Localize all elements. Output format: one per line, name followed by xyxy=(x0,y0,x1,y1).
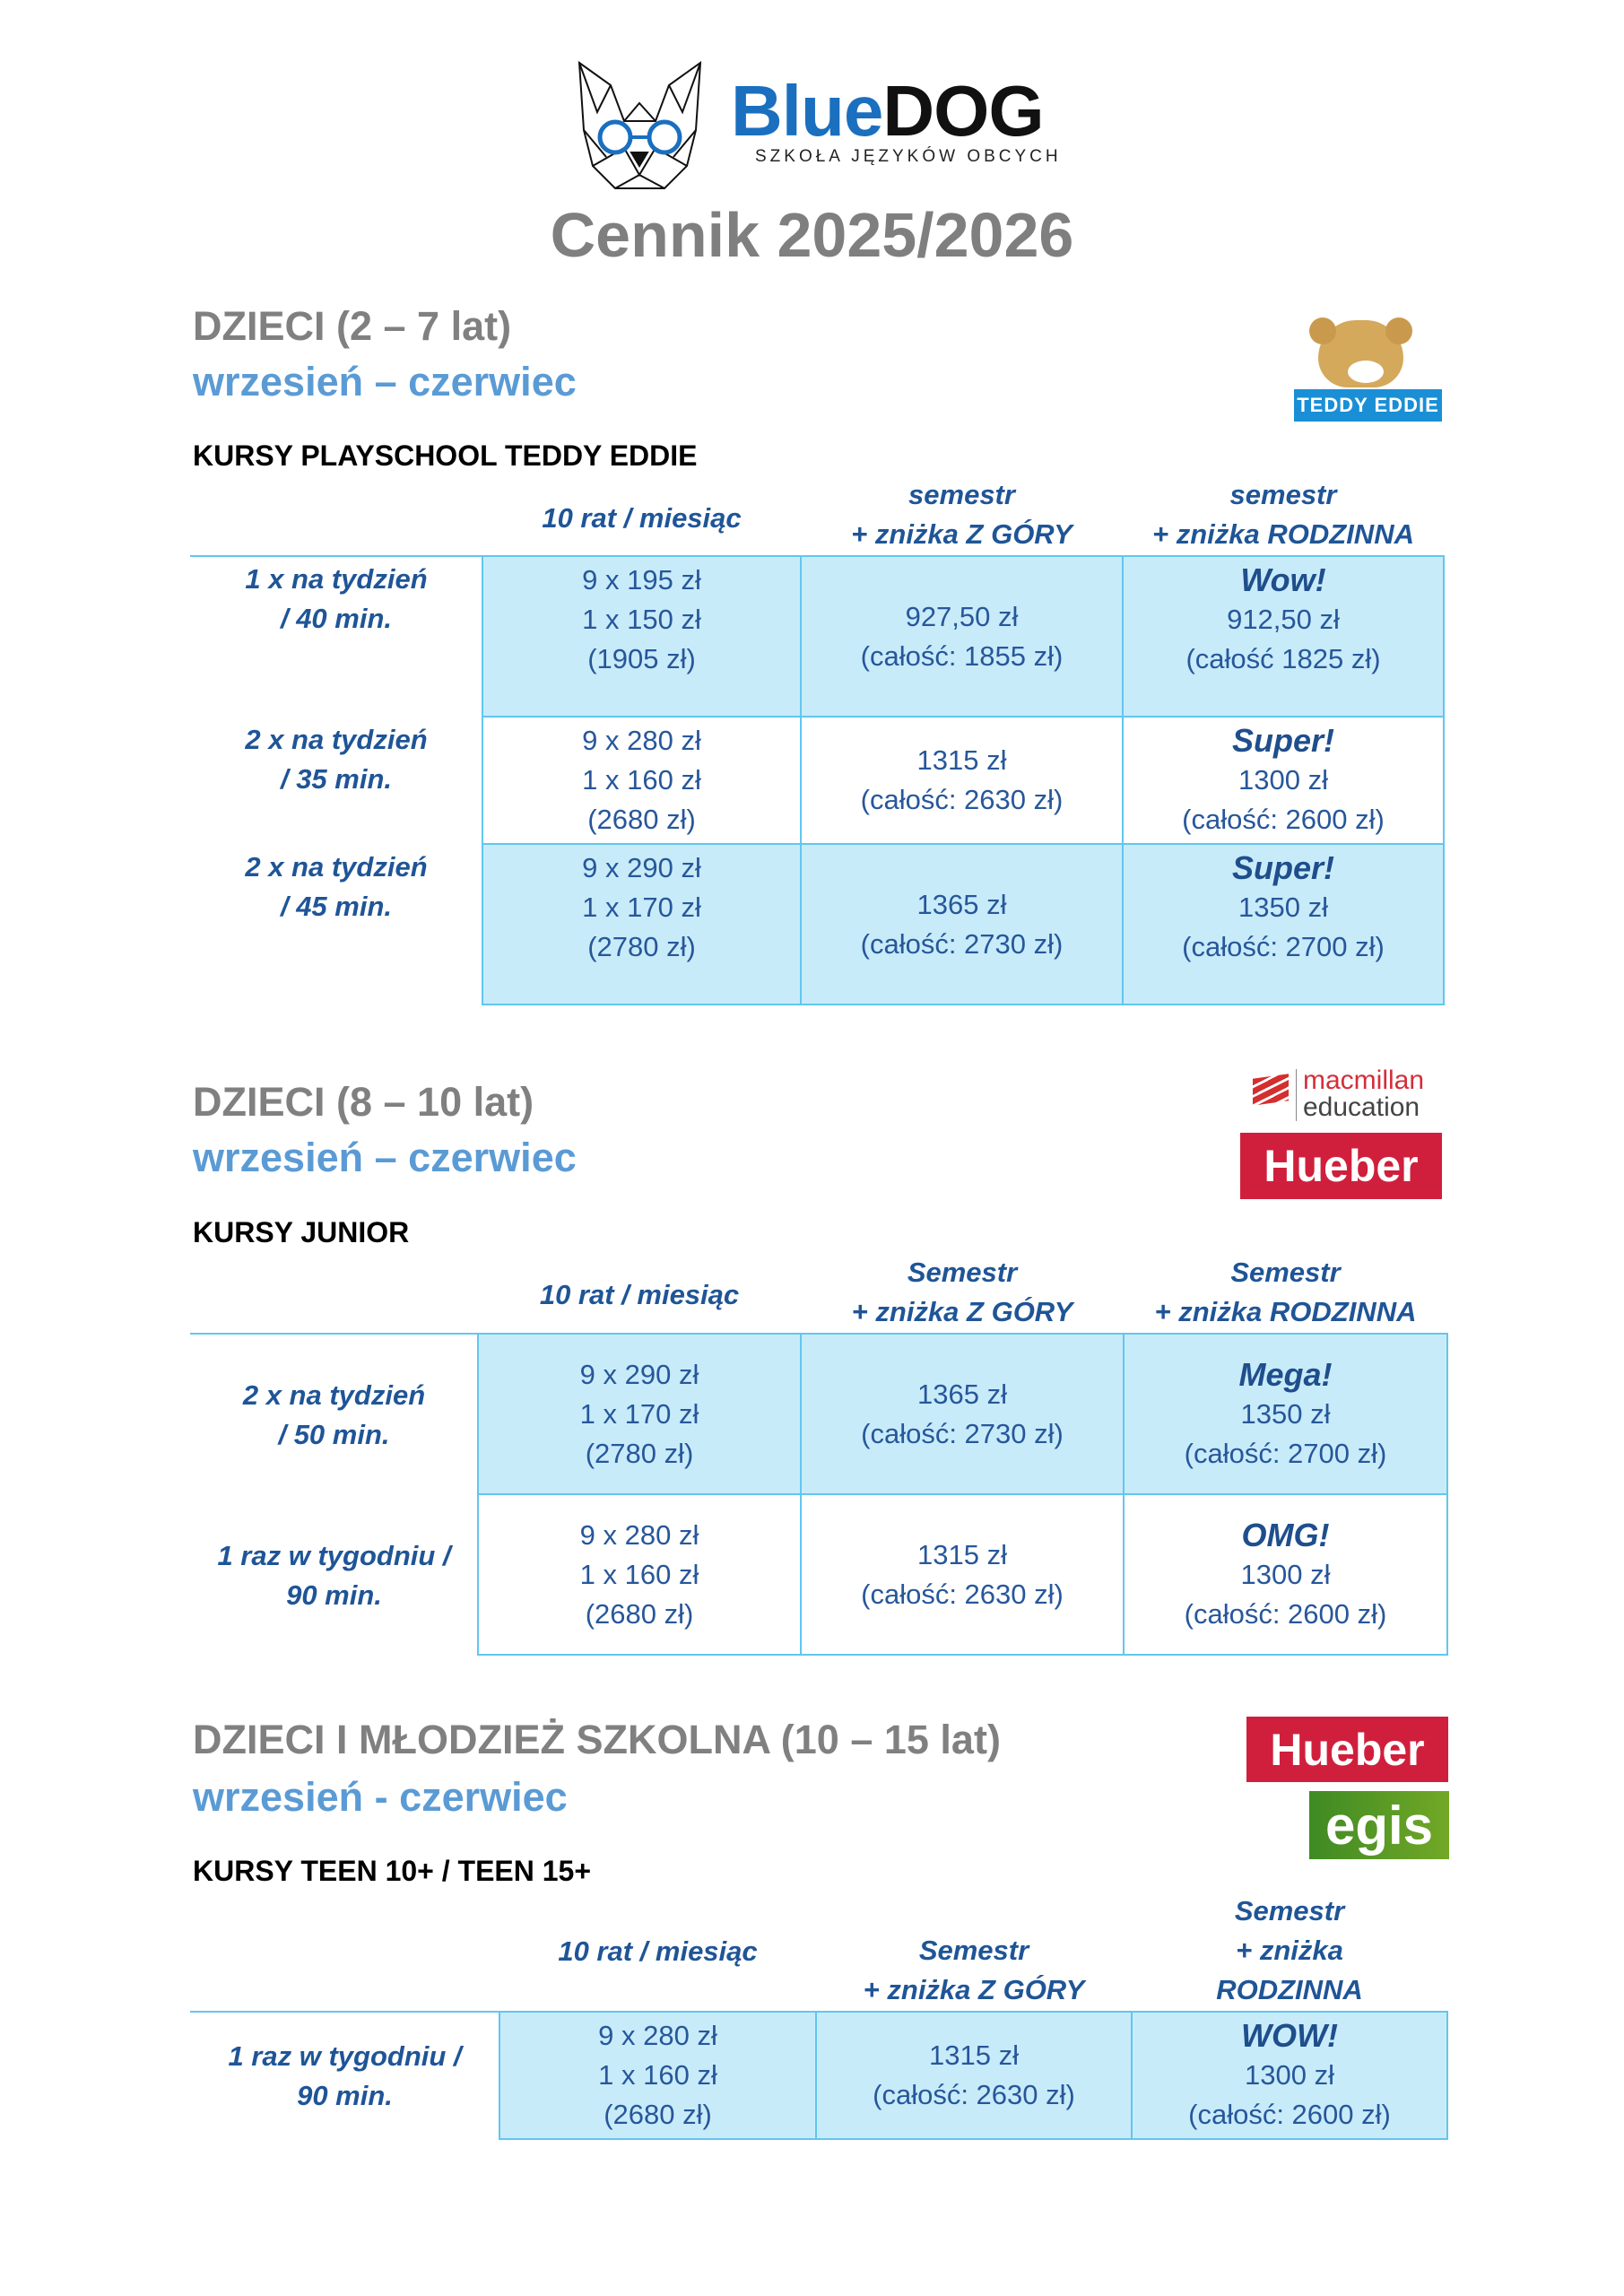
cell-line: 2 x na tydzień xyxy=(245,724,428,755)
discount-badge: Super! xyxy=(1231,849,1334,886)
hueber-logo: Hueber xyxy=(1240,1133,1442,1199)
semester-upfront-cell xyxy=(800,555,1124,718)
brand-name xyxy=(731,70,1044,152)
brand-name-dog: DOG xyxy=(882,71,1044,151)
cell-line: Semestr xyxy=(918,1935,1029,1966)
column-header xyxy=(478,1257,801,1334)
cell-line: (1905 zł) xyxy=(587,643,696,674)
cell-line: 9 x 290 zł xyxy=(582,852,701,883)
cell-line: 1315 zł xyxy=(917,1538,1007,1570)
cell-line: / 40 min. xyxy=(280,603,393,634)
section-2-period: wrzesień – czerwiec xyxy=(193,1135,577,1180)
cell-line: (całość: 2700 zł) xyxy=(1184,1437,1387,1469)
discount-badge: Wow! xyxy=(1240,561,1326,598)
cell-line: 90 min. xyxy=(286,1578,382,1611)
cell-line: 1300 zł xyxy=(1240,1558,1331,1590)
section-2-heading: DZIECI (8 – 10 lat) xyxy=(193,1079,534,1125)
brand-name-blue: Blue xyxy=(731,71,883,151)
column-header xyxy=(801,479,1123,556)
cell-line: 1 raz w tygodniu / xyxy=(228,2040,462,2072)
cell-line: (całość: 2630 zł) xyxy=(861,1578,1064,1610)
teddy-bear-ear-icon xyxy=(1309,317,1336,344)
cell-line: 1365 zł xyxy=(917,1378,1007,1410)
cell-line: 9 x 195 zł xyxy=(582,564,701,596)
cell-line: 1 x 160 zł xyxy=(582,764,701,796)
cell-line: + zniżka xyxy=(1236,1935,1343,1966)
cell-line: 1350 zł xyxy=(1238,891,1328,923)
discount-badge: Mega! xyxy=(1238,1355,1333,1393)
monthly-installments-cell xyxy=(482,843,802,1005)
semester-family-cell xyxy=(1131,2011,1448,2140)
cell-line: (2780 zł) xyxy=(587,931,696,962)
column-header xyxy=(482,483,801,556)
semester-family-cell xyxy=(1123,1333,1448,1495)
cell-line: 1300 zł xyxy=(1238,764,1328,796)
cell-line: 1 x 170 zł xyxy=(582,891,701,923)
semester-family-cell xyxy=(1122,555,1445,718)
cell-line: (całość: 1855 zł) xyxy=(860,639,1064,672)
cell-line: 1 x 170 zł xyxy=(579,1397,699,1430)
section-1-heading: DZIECI (2 – 7 lat) xyxy=(193,303,512,349)
cell-line: (2680 zł) xyxy=(604,2099,712,2130)
column-header xyxy=(1123,479,1444,556)
cell-line: 1 x 160 zł xyxy=(579,1558,699,1590)
brand-tagline: SZKOŁA JĘZYKÓW OBCYCH xyxy=(755,147,1062,166)
semester-family-cell xyxy=(1123,1493,1448,1656)
cell-line: / 35 min. xyxy=(280,763,393,795)
cell-line: 1350 zł xyxy=(1240,1397,1331,1430)
cell-line: 2 x na tydzień xyxy=(245,851,428,883)
monthly-installments-cell xyxy=(482,555,802,718)
cell-line: 912,50 zł xyxy=(1227,604,1340,635)
section-2-course: KURSY JUNIOR xyxy=(193,1216,410,1248)
column-header xyxy=(1124,1257,1447,1334)
cell-line: 1365 zł xyxy=(916,888,1007,920)
cell-line: Semestr xyxy=(1234,1895,1345,1926)
cell-line: (całość: 2630 zł) xyxy=(873,2079,1075,2110)
macmillan-logo xyxy=(1251,1067,1444,1123)
egis-logo: egis xyxy=(1309,1791,1449,1859)
cell-line: 10 rat / miesiąc xyxy=(558,1935,758,1967)
cell-line: + zniżka RODZINNA xyxy=(1154,1296,1417,1327)
cell-line: 1300 zł xyxy=(1245,2059,1334,2091)
column-header xyxy=(499,1893,816,2012)
discount-badge: WOW! xyxy=(1241,2017,1338,2054)
cell-line: + zniżka Z GÓRY xyxy=(851,1296,1073,1327)
cell-line: 927,50 zł xyxy=(905,600,1019,632)
cell-line: (2680 zł) xyxy=(587,804,696,835)
cell-line: 9 x 280 zł xyxy=(582,725,701,756)
teddy-eddie-logo xyxy=(1269,307,1462,428)
monthly-installments-cell xyxy=(482,716,802,845)
cell-line: 1 raz w tygodniu / xyxy=(217,1539,451,1571)
cell-line: 10 rat / miesiąc xyxy=(542,502,742,534)
cell-line: 9 x 280 zł xyxy=(579,1518,699,1551)
monthly-installments-cell xyxy=(477,1333,802,1495)
semester-upfront-cell xyxy=(815,2011,1133,2140)
cell-line: 2 x na tydzień xyxy=(242,1378,426,1411)
semester-upfront-cell xyxy=(800,716,1124,845)
cell-line: (całość: 2730 zł) xyxy=(861,1417,1064,1449)
cell-line: Semestr xyxy=(1230,1257,1341,1288)
column-header xyxy=(1132,1893,1447,2012)
cell-line: (całość: 2700 zł) xyxy=(1182,931,1385,962)
macmillan-divider xyxy=(1296,1069,1297,1121)
section-3-period: wrzesień - czerwiec xyxy=(193,1774,568,1820)
cell-line: 9 x 280 zł xyxy=(598,2020,717,2051)
cell-line: (całość 1825 zł) xyxy=(1185,643,1381,674)
cell-line: semestr xyxy=(908,479,1015,510)
monthly-installments-cell xyxy=(477,1493,802,1656)
cell-line: (2680 zł) xyxy=(585,1597,694,1630)
semester-upfront-cell xyxy=(800,1333,1125,1495)
cell-line: 1 x na tydzień xyxy=(245,563,428,595)
cell-line: (całość: 2600 zł) xyxy=(1184,1597,1387,1630)
row-label xyxy=(190,844,482,1006)
hueber-logo: Hueber xyxy=(1246,1717,1448,1782)
cell-line: (2780 zł) xyxy=(585,1437,694,1469)
cell-line: (całość: 2600 zł) xyxy=(1188,2099,1391,2130)
cell-line: + zniżka Z GÓRY xyxy=(863,1974,1085,2005)
row-label xyxy=(190,1334,478,1496)
cell-line: 90 min. xyxy=(297,2080,393,2111)
section-1-period: wrzesień – czerwiec xyxy=(193,359,577,404)
column-header xyxy=(801,1257,1124,1334)
section-1-course: KURSY PLAYSCHOOL TEDDY EDDIE xyxy=(193,439,698,472)
cell-line: (całość: 2600 zł) xyxy=(1182,804,1385,835)
row-label xyxy=(190,717,482,846)
cell-line: 1315 zł xyxy=(929,2039,1019,2071)
teddy-bear-ear-icon xyxy=(1385,317,1412,344)
row-label xyxy=(190,2012,499,2141)
cell-line: Semestr xyxy=(907,1257,1018,1288)
cell-line: 9 x 290 zł xyxy=(579,1358,699,1390)
cell-line: + zniżka RODZINNA xyxy=(1152,518,1414,550)
page-title: Cennik 2025/2026 xyxy=(550,200,1074,270)
cell-line: / 45 min. xyxy=(280,891,393,922)
cell-line: 1315 zł xyxy=(916,744,1007,776)
semester-family-cell xyxy=(1122,843,1445,1005)
cell-line: + zniżka Z GÓRY xyxy=(851,518,1073,550)
cell-line: semestr xyxy=(1229,479,1337,510)
cell-line: RODZINNA xyxy=(1216,1974,1363,2005)
bluedog-dog-logo-icon xyxy=(570,58,709,193)
cell-line: 1 x 150 zł xyxy=(582,604,701,635)
semester-upfront-cell xyxy=(800,843,1124,1005)
cell-line: 10 rat / miesiąc xyxy=(539,1278,740,1310)
cell-line: / 50 min. xyxy=(278,1418,390,1450)
monthly-installments-cell xyxy=(499,2011,817,2140)
discount-badge: OMG! xyxy=(1241,1516,1330,1553)
section-3-course: KURSY TEEN 10+ / TEEN 15+ xyxy=(193,1855,592,1887)
row-label xyxy=(190,1494,478,1657)
education-word: education xyxy=(1303,1092,1420,1122)
cell-line: 1 x 160 zł xyxy=(598,2059,717,2091)
cell-line: (całość: 2730 zł) xyxy=(860,927,1064,960)
macmillan-word: macmillan xyxy=(1303,1065,1425,1095)
section-3-heading: DZIECI I MŁODZIEŻ SZKOLNA (10 – 15 lat) xyxy=(193,1717,1001,1762)
cell-line: (całość: 2630 zł) xyxy=(860,784,1064,815)
column-header xyxy=(816,1893,1132,2012)
row-label xyxy=(190,556,482,718)
semester-family-cell xyxy=(1122,716,1445,845)
semester-upfront-cell xyxy=(800,1493,1125,1656)
macmillan-flag-icon xyxy=(1253,1074,1289,1106)
teddy-eddie-label: TEDDY EDDIE xyxy=(1294,389,1442,422)
teddy-bear-muzzle-icon xyxy=(1348,361,1384,383)
discount-badge: Super! xyxy=(1231,722,1334,759)
